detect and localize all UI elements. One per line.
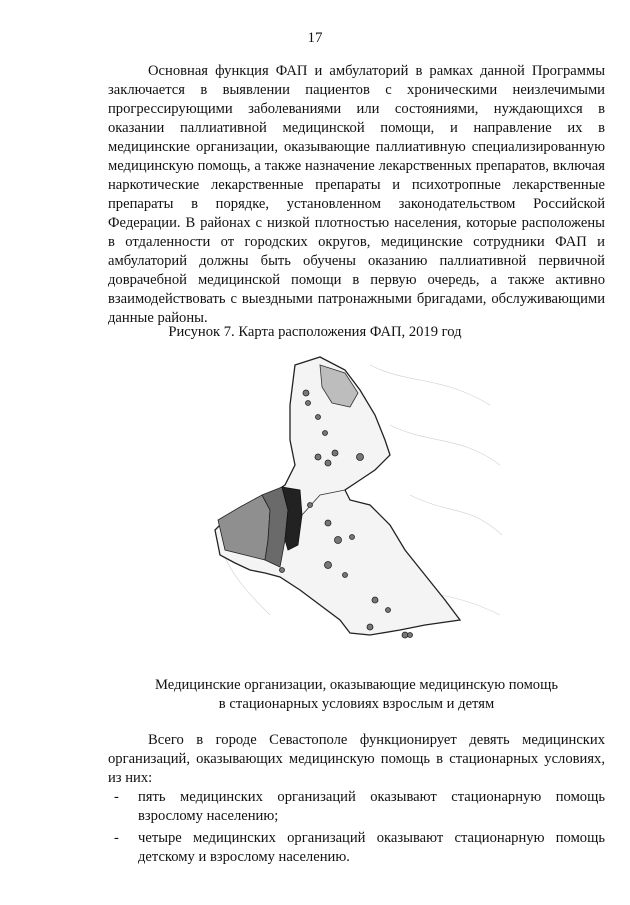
- figure-caption: Рисунок 7. Карта расположения ФАП, 2019 год: [168, 324, 462, 340]
- section-title-line1: Медицинские организации, оказывающие медицинскую помощь: [155, 677, 558, 693]
- section-title: [108, 676, 605, 714]
- map-image: [210, 345, 505, 645]
- intro-paragraph: Основная функция ФАП и амбулаторий в рамках данной Программы заключается в выявлении пациентов с хроническими неизлечимыми прогрессирующими заболеваниями или состояниями, нуждающихся в оказании паллиативной медицинской помощи, и направление их в медицинские организации, оказывающие паллиативную специализированную медицинскую помощь, а также назначение лекарственных препаратов, включая наркотические лекарственные препараты и психотропные лекарственные препараты в порядке, установленном законодательством Российской Федерации. В районах с низкой плотностью населения, которые расположены в отдаленности от городских округов, медицинские сотрудники ФАП и амбулаторий должны быть обучены оказанию паллиативной первичной доврачебной медицинской помощи в первую очередь, а также активно взаимодействовать с выездными патронажными бригадами, обслуживающими данные районы.: [108, 63, 605, 326]
- page-number: 17: [307, 30, 323, 46]
- list-item: - четыре медицинских организаций оказывают стационарную помощь детскому и взрослому населению.: [108, 829, 605, 867]
- western-district-light: [218, 495, 270, 560]
- stationary-care-list: [108, 788, 605, 867]
- body-paragraph: Всего в городе Севастополе функционирует девять медицинских организаций, оказывающих медицинскую помощь в стационарных условиях, из них:: [108, 732, 605, 786]
- fap-location-map: [210, 345, 505, 645]
- list-item: - пять медицинских организаций оказывают стационарную помощь взрослому населению;: [108, 788, 605, 826]
- section-title-line2: в стационарных условиях взрослым и детям: [218, 696, 495, 712]
